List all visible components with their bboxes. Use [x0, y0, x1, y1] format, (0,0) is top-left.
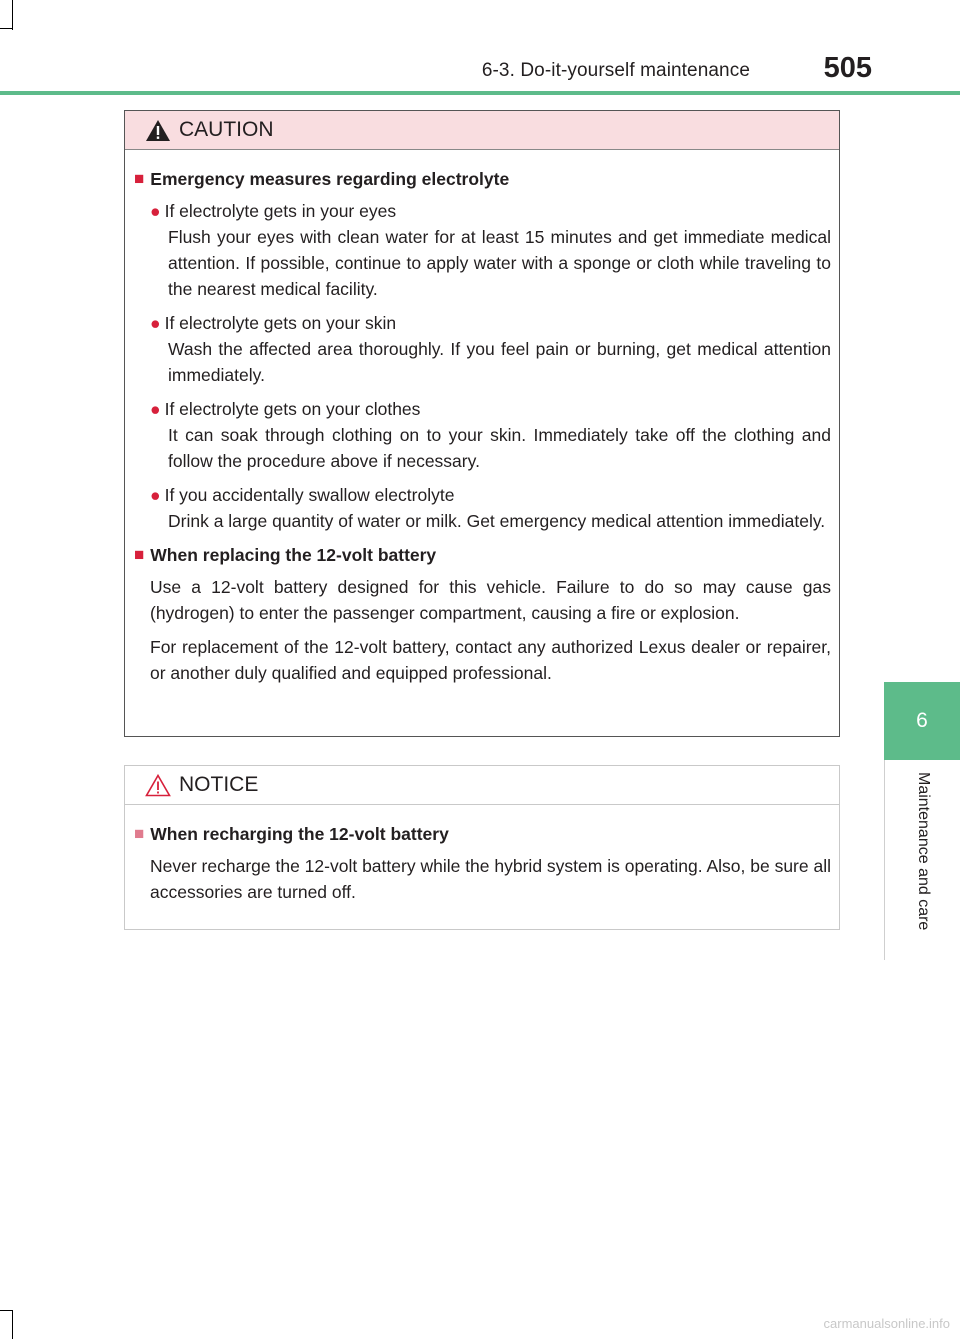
square-bullet-icon: ■: [134, 545, 145, 564]
list-item: [150, 396, 831, 474]
page-number: 505: [823, 52, 872, 84]
chapter-label: [884, 760, 960, 960]
item-lead: If electrolyte gets on your clothes: [164, 399, 421, 419]
crop-mark-bottom-left-h: [0, 1310, 12, 1311]
paragraph: For replacement of the 12-volt battery, contact any authorized Lexus dealer or repairer, or another duly qualified and equipped professional.: [150, 637, 831, 683]
notice-box: [124, 765, 840, 930]
item-text: Wash the affected area thoroughly. If you feel pain or burning, get medical attention immediately.: [168, 339, 831, 385]
round-bullet-icon: ●: [150, 313, 161, 333]
section-heading: [134, 821, 831, 847]
caution-box: [124, 110, 840, 737]
item-lead: If electrolyte gets in your eyes: [164, 201, 397, 221]
section-heading-text: Emergency measures regarding electrolyte: [150, 169, 510, 189]
section-title: 6-3. Do-it-yourself maintenance: [481, 60, 750, 81]
paragraph: Never recharge the 12-volt battery while the hybrid system is operating. Also, be sure all accessories are turned off.: [150, 856, 831, 902]
item-lead: If you accidentally swallow electrolyte: [164, 485, 455, 505]
warning-triangle-outline-icon: [145, 774, 171, 797]
section-heading: [134, 166, 831, 192]
section-heading-text: When recharging the 12-volt battery: [150, 824, 449, 844]
item-text: Flush your eyes with clean water for at least 15 minutes and get immediate medical attention. If possible, continue to apply water with a sponge or cloth while traveling to the nearest medical facility.: [168, 227, 831, 299]
warning-triangle-filled-icon: [145, 119, 171, 142]
square-bullet-icon: ■: [134, 824, 145, 843]
list-item: [150, 310, 831, 388]
round-bullet-icon: ●: [150, 201, 161, 221]
chapter-tab[interactable]: [884, 682, 960, 760]
section-heading-text: When replacing the 12-volt battery: [150, 545, 437, 565]
crop-mark-top-left-v: [12, 0, 13, 30]
caution-body: [125, 150, 839, 686]
crop-mark-bottom-left-v: [12, 1310, 13, 1339]
list-item: [150, 482, 831, 534]
square-bullet-icon: ■: [134, 169, 145, 188]
section-heading: [134, 542, 831, 568]
item-lead: If electrolyte gets on your skin: [164, 313, 397, 333]
chapter-title: Maintenance and care: [915, 772, 932, 931]
header-rule: [0, 91, 960, 95]
chapter-number: 6: [916, 709, 928, 732]
round-bullet-icon: ●: [150, 485, 161, 505]
list-item: [150, 198, 831, 302]
caution-header: [125, 111, 839, 150]
crop-mark-top-left-h: [0, 28, 12, 29]
caution-title: CAUTION: [179, 118, 274, 141]
item-text: Drink a large quantity of water or milk. Get emergency medical attention immediately.: [168, 511, 826, 531]
notice-body: [125, 805, 839, 905]
notice-title: NOTICE: [179, 773, 259, 796]
round-bullet-icon: ●: [150, 399, 161, 419]
item-text: It can soak through clothing on to your skin. Immediately take off the clothing and follow the procedure above if necessary.: [168, 425, 831, 471]
paragraph: Use a 12-volt battery designed for this vehicle. Failure to do so may cause gas (hydrogen) to enter the passenger compartment, causing a fire or explosion.: [150, 577, 831, 623]
notice-header: [125, 766, 839, 805]
watermark: carmanualsonline.info: [823, 1316, 950, 1331]
